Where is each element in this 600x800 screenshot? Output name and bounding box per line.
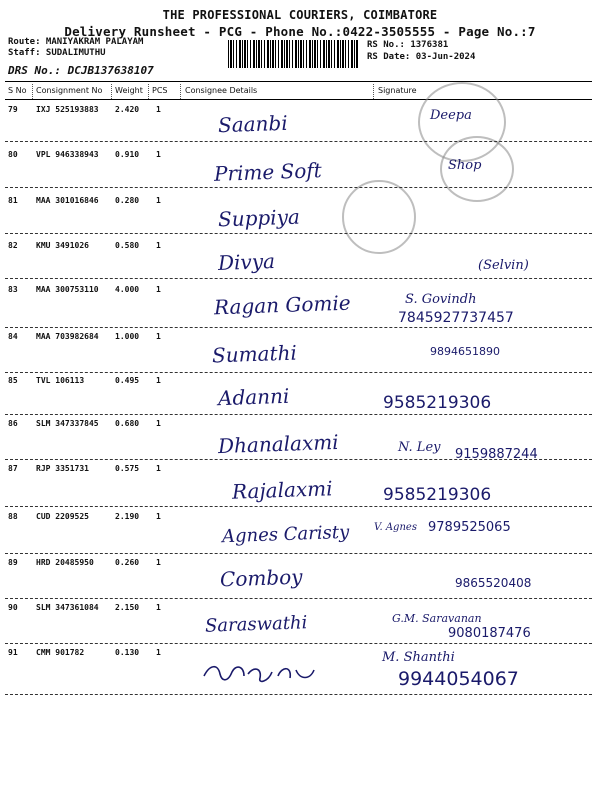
- signature: N. Ley: [398, 440, 441, 455]
- consignee-handwriting: Suppiya: [217, 204, 301, 232]
- consignee-handwriting: Rajalaxmi: [231, 476, 333, 504]
- signature: G.M. Saravanan: [392, 612, 482, 625]
- row-divider: [5, 233, 592, 234]
- signature: M. Shanthi: [382, 650, 455, 665]
- row-consignment: IXJ 525193883: [36, 105, 99, 114]
- rs-number: RS No.: 1376381: [367, 40, 449, 50]
- row-consignment: MAA 300753110: [36, 285, 99, 294]
- col-pcs: PCS: [152, 86, 168, 95]
- consignee-handwriting: Dhanalaxmi: [217, 429, 339, 459]
- row-weight: 0.280: [115, 196, 140, 205]
- row-sno: 87: [8, 464, 18, 473]
- row-pcs: 1: [156, 105, 161, 114]
- row-weight: 2.420: [115, 105, 140, 114]
- row-weight: 1.000: [115, 332, 140, 341]
- consignee-handwriting: Saanbi: [217, 110, 289, 138]
- row-sno: 80: [8, 150, 18, 159]
- row-weight: 0.580: [115, 241, 140, 250]
- col-divider: [32, 84, 33, 99]
- row-consignment: SLM 347337845: [36, 419, 99, 428]
- route-label: Route: MANIYAKRAM PALAYAM: [8, 37, 144, 47]
- phone-number: 9789525065: [428, 520, 511, 535]
- col-consignee: Consignee Details: [185, 86, 258, 95]
- phone-number: 9894651890: [430, 345, 500, 358]
- row-pcs: 1: [156, 332, 161, 341]
- row-pcs: 1: [156, 241, 161, 250]
- col-divider: [373, 84, 374, 99]
- row-weight: 0.495: [115, 376, 140, 385]
- consignee-handwriting: Comboy: [219, 564, 303, 592]
- barcode-image: [228, 40, 358, 68]
- row-divider: [5, 141, 592, 142]
- row-sno: 82: [8, 241, 18, 250]
- row-sno: 83: [8, 285, 18, 294]
- row-pcs: 1: [156, 196, 161, 205]
- phone-number: 9159887244: [455, 447, 538, 462]
- row-consignment: HRD 20485950: [36, 558, 94, 567]
- row-weight: 0.260: [115, 558, 140, 567]
- row-consignment: CMM 901782: [36, 648, 85, 657]
- row-weight: 0.575: [115, 464, 140, 473]
- row-pcs: 1: [156, 376, 161, 385]
- row-divider: [5, 327, 592, 328]
- table-top-rule: [5, 81, 592, 82]
- row-weight: 0.680: [115, 419, 140, 428]
- drs-number: DRS No.: DCJB137638107: [8, 64, 154, 77]
- row-weight: 0.130: [115, 648, 140, 657]
- row-pcs: 1: [156, 464, 161, 473]
- row-pcs: 1: [156, 419, 161, 428]
- row-sno: 85: [8, 376, 18, 385]
- col-consignment: Consignment No: [36, 86, 103, 95]
- row-pcs: 1: [156, 648, 161, 657]
- phone-number: 7845927737457: [398, 310, 514, 326]
- row-sno: 90: [8, 603, 18, 612]
- consignee-handwriting: Sumathi: [211, 340, 298, 368]
- staff-label: Staff: SUDALIMUTHU: [8, 48, 106, 58]
- rs-date: RS Date: 03-Jun-2024: [367, 52, 476, 62]
- phone-number: 9585219306: [383, 393, 492, 413]
- row-consignment: SLM 347361084: [36, 603, 99, 612]
- row-divider: [5, 553, 592, 554]
- row-weight: 2.190: [115, 512, 140, 521]
- row-sno: 91: [8, 648, 18, 657]
- stamp-seal: [342, 180, 416, 254]
- col-divider: [148, 84, 149, 99]
- row-weight: 2.150: [115, 603, 140, 612]
- col-divider: [180, 84, 181, 99]
- row-consignment: RJP 3351731: [36, 464, 89, 473]
- row-sno: 89: [8, 558, 18, 567]
- row-sno: 79: [8, 105, 18, 114]
- signature: Deepa: [430, 108, 472, 123]
- row-sno: 88: [8, 512, 18, 521]
- row-consignment: TVL 106113: [36, 376, 85, 385]
- consignee-handwriting: Divya: [217, 249, 276, 275]
- row-divider: [5, 278, 592, 279]
- col-divider: [111, 84, 112, 99]
- row-consignment: VPL 946338943: [36, 150, 99, 159]
- consignee-handwriting: Prime Soft: [213, 158, 323, 186]
- row-divider: [5, 414, 592, 415]
- signature: V. Agnes: [374, 522, 417, 533]
- row-pcs: 1: [156, 558, 161, 567]
- row-consignment: MAA 301016846: [36, 196, 99, 205]
- signature: (Selvin): [478, 258, 529, 273]
- tamil-handwriting: [200, 660, 320, 686]
- row-sno: 84: [8, 332, 18, 341]
- row-sno: 86: [8, 419, 18, 428]
- row-divider: [5, 372, 592, 373]
- phone-number: 9585219306: [383, 485, 492, 505]
- runsheet-subtitle: Delivery Runsheet - PCG - Phone No.:0422-3505555 - Page No.:7: [64, 24, 536, 39]
- row-divider: [5, 598, 592, 599]
- row-divider: [5, 643, 592, 644]
- row-divider: [5, 187, 592, 188]
- row-weight: 4.000: [115, 285, 140, 294]
- table-header-rule: [5, 99, 592, 100]
- row-weight: 0.910: [115, 150, 140, 159]
- row-pcs: 1: [156, 150, 161, 159]
- row-pcs: 1: [156, 285, 161, 294]
- company-title: THE PROFESSIONAL COURIERS, COIMBATORE: [162, 8, 438, 22]
- row-consignment: MAA 703982684: [36, 332, 99, 341]
- consignee-handwriting: Ragan Gomie: [213, 290, 352, 320]
- row-sno: 81: [8, 196, 18, 205]
- row-pcs: 1: [156, 512, 161, 521]
- consignee-handwriting: Adanni: [217, 383, 290, 411]
- consignee-handwriting: Agnes Caristy: [221, 521, 350, 548]
- phone-number: 9080187476: [448, 626, 531, 641]
- row-divider: [5, 459, 592, 460]
- consignee-handwriting: Saraswathi: [204, 612, 308, 637]
- phone-number: 9944054067: [398, 668, 519, 690]
- row-consignment: CUD 2209525: [36, 512, 89, 521]
- row-consignment: KMU 3491026: [36, 241, 89, 250]
- col-sno: S No: [8, 86, 27, 95]
- col-weight: Weight: [115, 86, 143, 95]
- row-divider: [5, 694, 592, 695]
- row-pcs: 1: [156, 603, 161, 612]
- signature: S. Govindh: [405, 292, 477, 307]
- row-divider: [5, 506, 592, 507]
- col-signature: Signature: [378, 86, 417, 95]
- signature: Shop: [448, 158, 482, 173]
- phone-number: 9865520408: [455, 576, 532, 590]
